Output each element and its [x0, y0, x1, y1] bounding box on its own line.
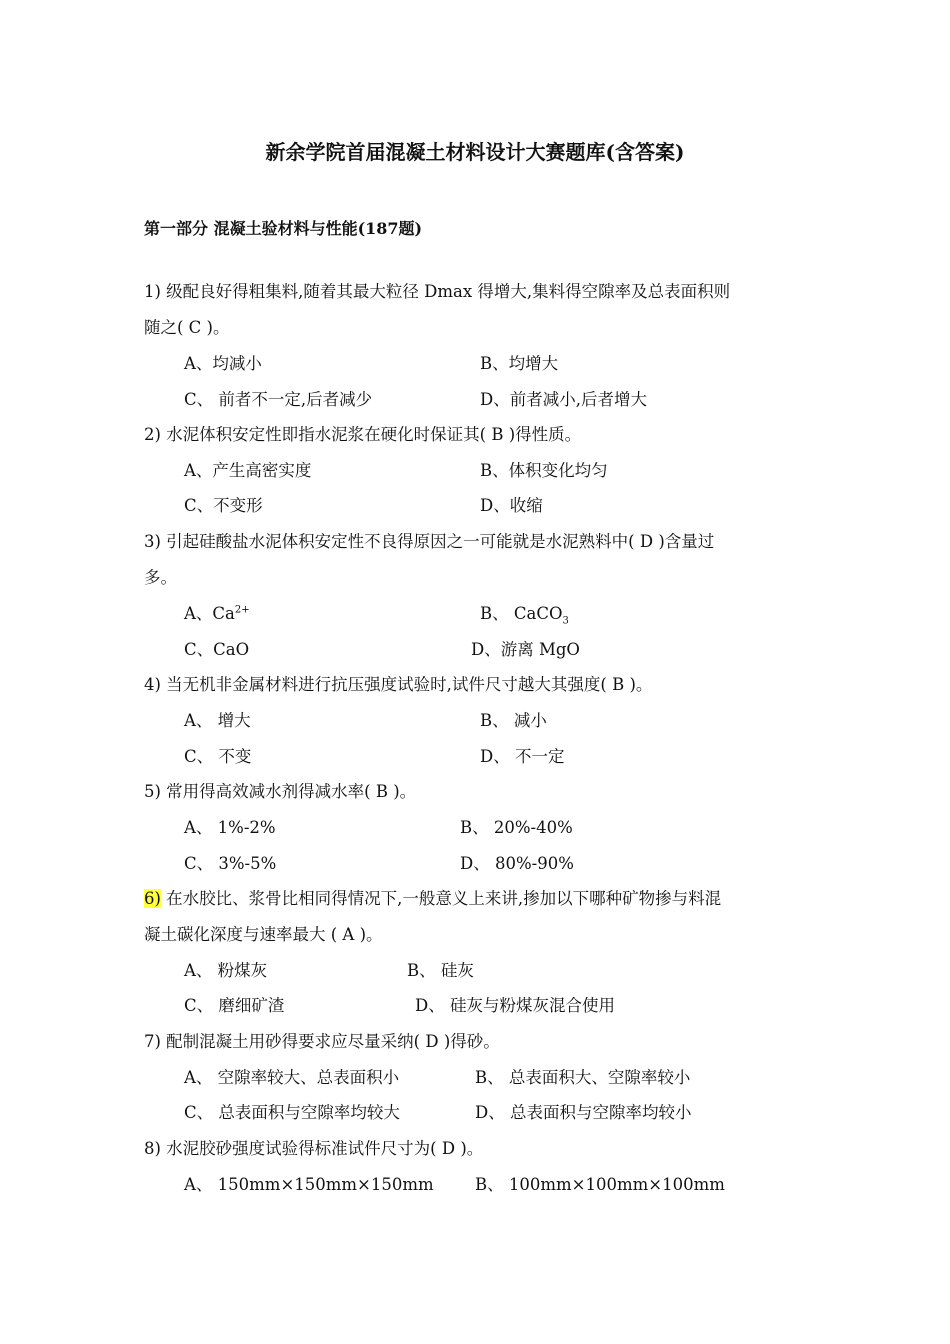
q2-option-c: C、不变形: [184, 496, 263, 515]
q8-option-b: B、 100mm×100mm×100mm: [475, 1175, 725, 1194]
q1-option-c: C、 前者不一定,后者减少: [184, 390, 373, 409]
question-4-text: 4) 当无机非金属材料进行抗压强度试验时,试件尺寸越大其强度( B )。: [144, 675, 653, 694]
q4-option-b: B、 减小: [480, 711, 547, 730]
q4-option-a: A、 增大: [184, 711, 251, 730]
q6-option-a: A、 粉煤灰: [184, 961, 268, 980]
q3-option-d: D、游离 MgO: [471, 640, 580, 659]
question-6-text-cont: 凝土碳化深度与速率最大 ( A )。: [144, 925, 383, 944]
q6-option-d: D、 硅灰与粉煤灰混合使用: [415, 996, 615, 1015]
q7-option-c: C、 总表面积与空隙率均较大: [184, 1103, 400, 1122]
q6-option-c: C、 磨细矿渣: [184, 996, 285, 1015]
q6-option-b: B、 硅灰: [407, 961, 474, 980]
question-3-text-cont: 多。: [144, 568, 177, 587]
q7-option-a: A、 空隙率较大、总表面积小: [184, 1068, 400, 1087]
q3-option-b: B、 CaCO$_3$: [480, 604, 569, 627]
q2-option-b: B、体积变化均匀: [480, 461, 608, 480]
q2-option-a: A、产生高密实度: [184, 461, 312, 480]
q4-option-c: C、 不变: [184, 747, 252, 766]
question-3-text: 3) 引起硅酸盐水泥体积安定性不良得原因之一可能就是水泥熟料中( D )含量过: [144, 532, 715, 551]
q3-option-a: A、$Ca^{2+}$: [184, 604, 250, 623]
question-1-text-cont: 随之( C )。: [144, 318, 230, 337]
section-heading: 第一部分 混凝土验材料与性能(187题): [144, 219, 423, 238]
q4-option-d: D、 不一定: [480, 747, 565, 766]
q3-option-c: C、CaO: [184, 640, 250, 659]
q8-option-a: A、 150mm×150mm×150mm: [184, 1175, 434, 1194]
question-7-text: 7) 配制混凝土用砂得要求应尽量采纳( D )得砂。: [144, 1032, 500, 1051]
q5-option-a: A、 1%-2%: [184, 818, 276, 837]
question-2-text: 2) 水泥体积安定性即指水泥浆在硬化时保证其( B )得性质。: [144, 425, 582, 444]
q7-option-d: D、 总表面积与空隙率均较小: [475, 1103, 692, 1122]
q7-option-b: B、 总表面积大、空隙率较小: [475, 1068, 691, 1087]
q1-option-d: D、前者减小,后者增大: [480, 390, 647, 409]
question-6-number-highlight: 6): [144, 889, 161, 908]
q1-option-a: A、均减小: [184, 354, 262, 373]
q5-option-d: D、 80%-90%: [460, 854, 574, 873]
question-1-text: 1) 级配良好得粗集料,随着其最大粒径 Dmax 得增大,集料得空隙率及总表面积则: [144, 282, 731, 301]
q5-option-b: B、 20%-40%: [460, 818, 573, 837]
q2-option-d: D、收缩: [480, 496, 543, 515]
question-5-text: 5) 常用得高效减水剂得减水率( B )。: [144, 782, 417, 801]
q1-option-b: B、均增大: [480, 354, 559, 373]
question-6-text: 6) 在水胶比、浆骨比相同得情况下,一般意义上来讲,掺加以下哪种矿物掺与料混: [144, 889, 722, 908]
q5-option-c: C、 3%-5%: [184, 854, 277, 873]
question-8-text: 8) 水泥胶砂强度试验得标准试件尺寸为( D )。: [144, 1139, 484, 1158]
document-title: 新余学院首届混凝土材料设计大赛题库(含答案): [265, 140, 685, 164]
